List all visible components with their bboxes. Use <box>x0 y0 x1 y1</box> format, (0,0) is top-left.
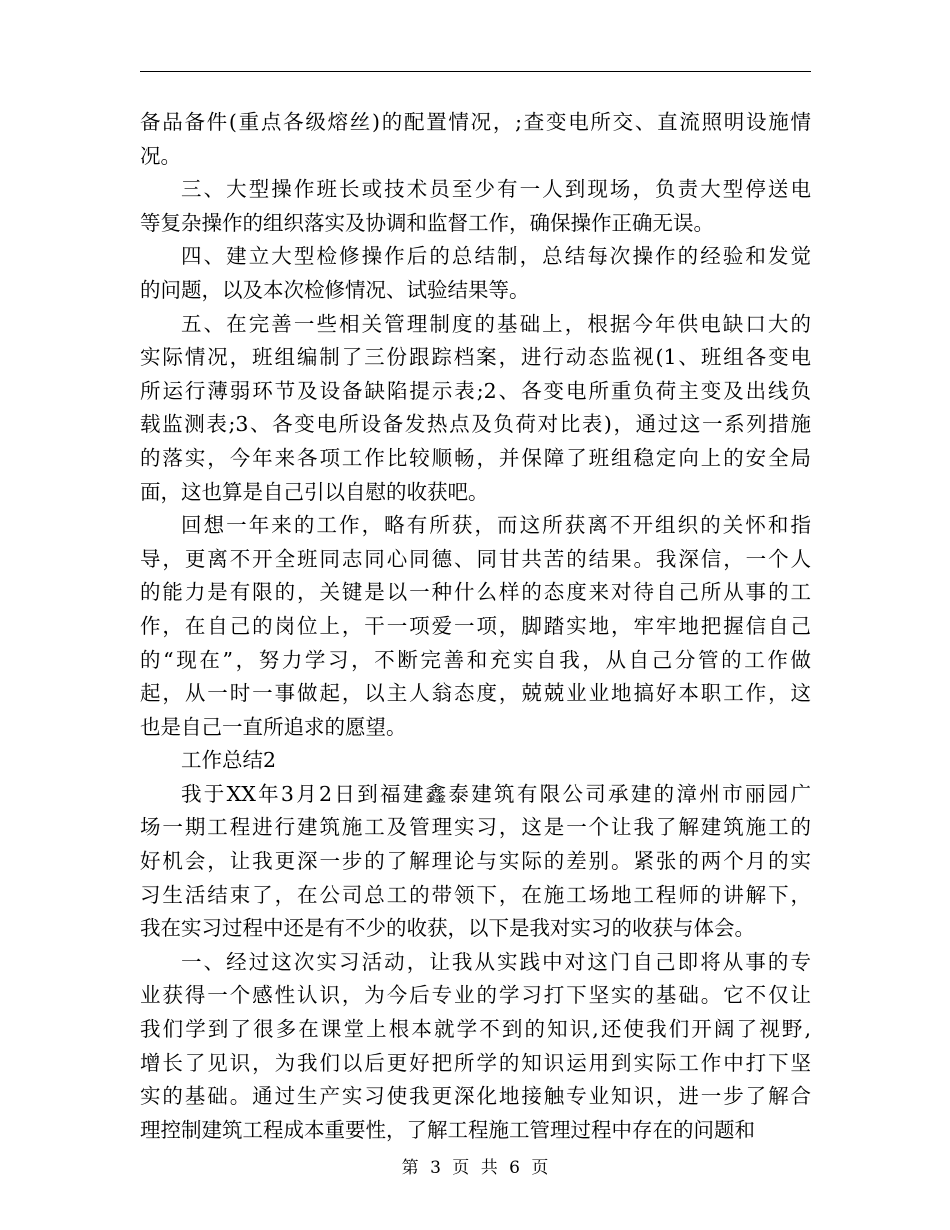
document-body-part-2 <box>140 778 811 1148</box>
paragraph <box>140 778 811 946</box>
page-number-footer: 第 3 页 共 6 页 <box>401 1158 549 1178</box>
text-line: 好机会，让我更深一步的了解理论与实际的差别。紧张的两个月的实 <box>140 849 811 874</box>
text-line: 载监测表;3、各变电所设备发热点及负荷对比表)，通过这一系列措施 <box>140 412 811 437</box>
text-line: 的落实，今年来各项工作比较顺畅，并保障了班组稳定向上的安全局 <box>140 445 811 470</box>
text-line: 习生活结束了，在公司总工的带领下，在施工场地工程师的讲解下， <box>140 882 811 907</box>
text-line: 备品备件(重点各级熔丝)的配置情况，;查变电所交、直流照明设施情 <box>140 110 811 134</box>
text-line: 回想一年来的工作，略有所获，而这所获离不开组织的关怀和指 <box>181 513 811 538</box>
text-line: 我们学到了很多在课堂上根本就学不到的知识,还使我们开阔了视野, <box>140 1017 811 1042</box>
text-line: 面，这也算是自己引以自慰的收获吧。 <box>140 479 489 504</box>
paragraph <box>140 106 811 173</box>
section-title: 工作总结2 <box>181 748 277 773</box>
paragraph <box>140 308 811 510</box>
text-line: 导，更离不开全班同志同心同德、同甘共苦的结果。我深信，一个人 <box>140 546 811 571</box>
text-line: 我在实习过程中还是有不少的收获，以下是我对实习的收获与体会。 <box>140 916 755 941</box>
paragraph <box>140 240 811 307</box>
text-line: 作，在自己的岗位上，干一项爱一项，脚踏实地，牢牢地把握信自己 <box>140 613 811 638</box>
paragraph <box>140 173 811 240</box>
text-line: 三、大型操作班长或技术员至少有一人到现场，负责大型停送电 <box>181 177 811 202</box>
text-line: 五、在完善一些相关管理制度的基础上，根据今年供电缺口大的 <box>181 311 811 336</box>
text-line: 的“现在”，努力学习，不断完善和充实自我，从自己分管的工作做 <box>140 647 811 672</box>
text-line: 等复杂操作的组织落实及协调和监督工作，确保操作正确无误。 <box>140 210 714 235</box>
text-line: 的问题，以及本次检修情况、试验结果等。 <box>140 277 530 302</box>
text-line: 我于XX年3月2日到福建鑫泰建筑有限公司承建的漳州市丽园广 <box>181 781 811 806</box>
text-line: 理控制建筑工程成本重要性，了解工程施工管理过程中存在的问题和 <box>140 1117 755 1142</box>
text-line: 实的基础。通过生产实习使我更深化地接触专业知识，进一步了解合 <box>140 1084 811 1109</box>
text-line: 增长了见识，为我们以后更好把所学的知识运用到实际工作中打下坚 <box>140 1050 811 1075</box>
text-line: 起，从一时一事做起，以主人翁态度，兢兢业业地搞好本职工作，这 <box>140 681 811 706</box>
paragraph <box>140 946 811 1148</box>
text-line: 一、经过这次实习活动，让我从实践中对这门自己即将从事的专 <box>181 949 811 974</box>
document-body <box>140 106 811 1147</box>
text-line: 况。 <box>140 143 181 168</box>
text-line: 业获得一个感性认识，为今后专业的学习打下坚实的基础。它不仅让 <box>140 983 811 1008</box>
text-line: 实际情况，班组编制了三份跟踪档案，进行动态监视(1、班组各变电 <box>140 345 811 370</box>
text-line: 四、建立大型检修操作后的总结制，总结每次操作的经验和发觉 <box>181 244 811 269</box>
document-body-part-1 <box>140 106 811 744</box>
header-rule <box>140 71 811 72</box>
paragraph <box>140 509 811 744</box>
text-line: 的能力是有限的，关键是以一种什么样的态度来对待自己所从事的工 <box>140 580 811 605</box>
text-line: 所运行薄弱环节及设备缺陷提示表;2、各变电所重负荷主变及出线负 <box>140 378 811 403</box>
text-line: 场一期工程进行建筑施工及管理实习，这是一个让我了解建筑施工的 <box>140 815 811 840</box>
text-line: 也是自己一直所追求的愿望。 <box>140 714 407 739</box>
